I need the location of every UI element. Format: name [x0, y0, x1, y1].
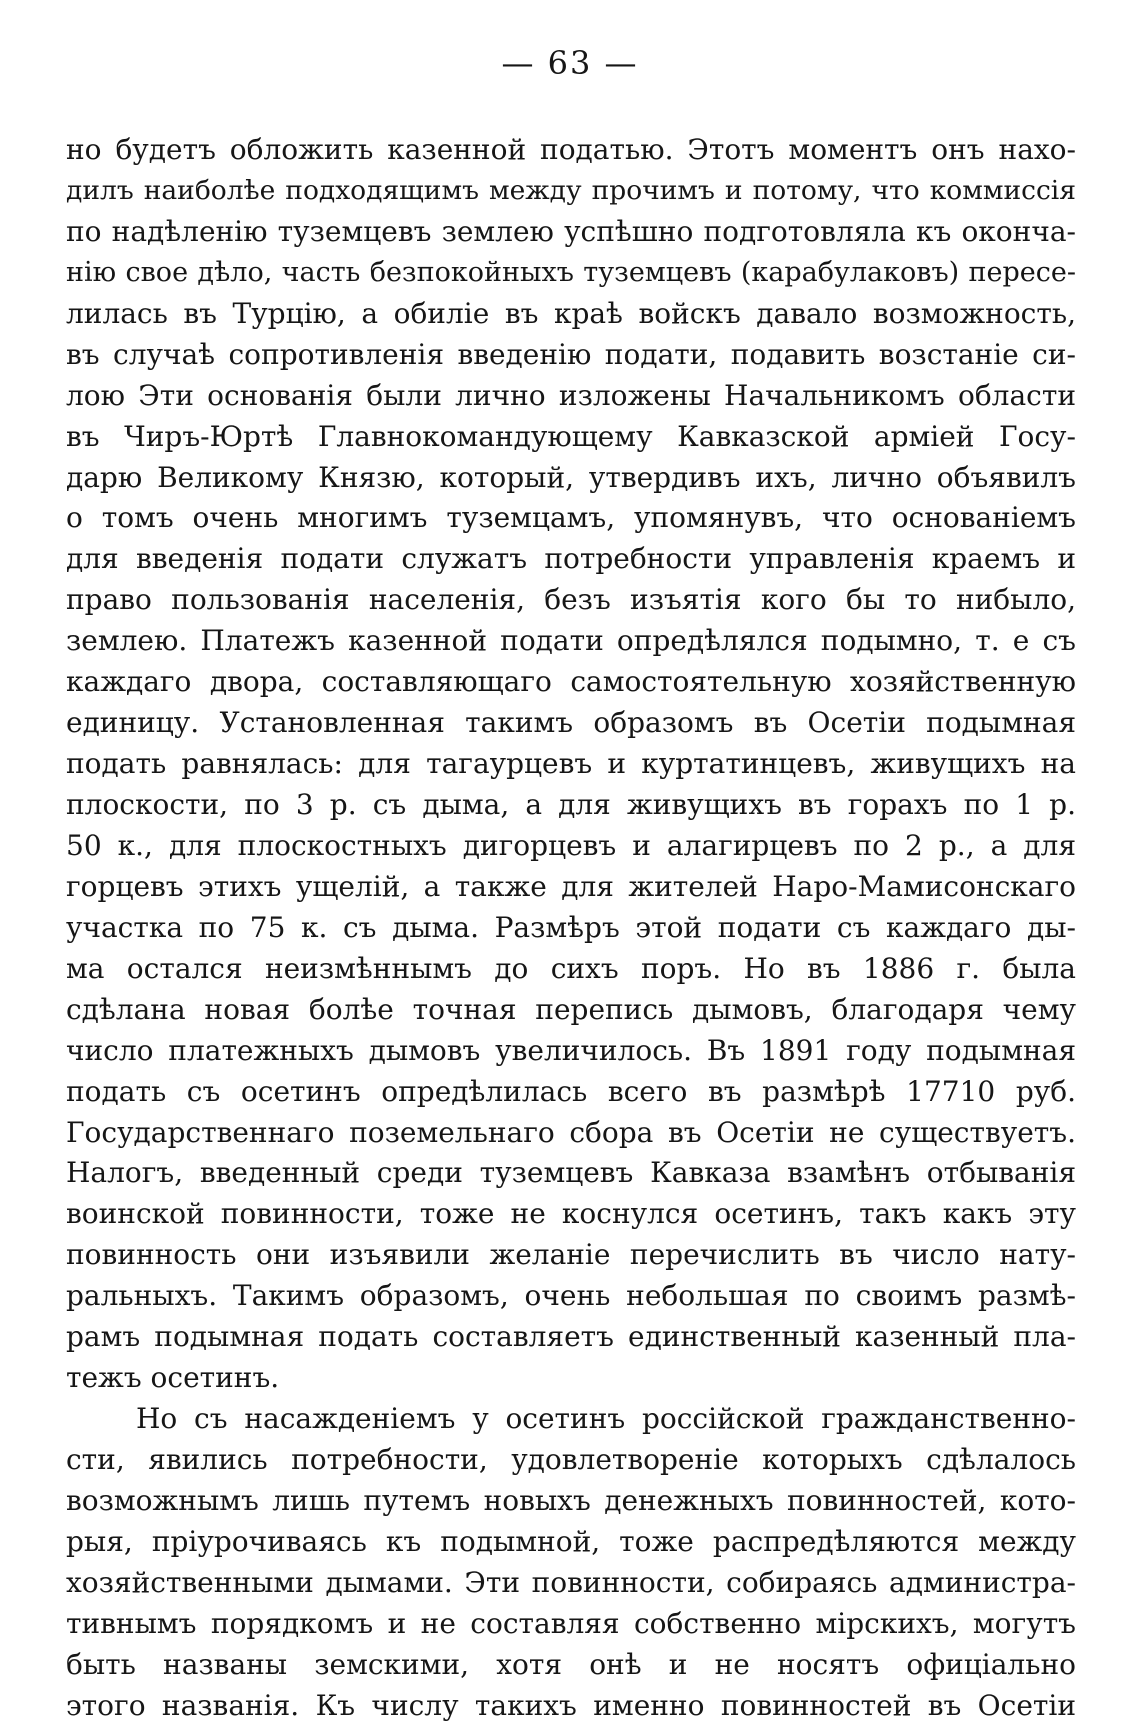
text-line: нію свое дѣло, часть безпокойныхъ туземцевъ (карабулаковъ) пересе-: [66, 256, 1076, 288]
text-line: въ случаѣ сопротивленія введенію подати, подавить возстаніе си-: [66, 337, 1076, 371]
text-line: лою Эти основанія были лично изложены Начальникомъ области: [66, 378, 1076, 412]
text-line: 50 к., для плоскостныхъ дигорцевъ и алагирцевъ по 2 р., а для: [66, 828, 1076, 862]
text-line: тивнымъ порядкомъ и не составляя собственно мірскихъ, могутъ: [66, 1606, 1076, 1640]
text-line: единицу. Установленная такимъ образомъ въ Осетіи подымная: [66, 706, 1076, 740]
text-line: плоскости, по 3 р. съ дыма, а для живущихъ въ горахъ по 1 р.: [66, 788, 1076, 821]
text-line: землею. Платежъ казенной подати опредѣлялся подымно, т. е съ: [66, 624, 1076, 658]
text-line: подать съ осетинъ опредѣлилась всего въ размѣрѣ 17710 руб.: [66, 1074, 1076, 1108]
text-line: рамъ подымная подать составляетъ единственный казенный пла-: [66, 1320, 1076, 1354]
text-line: но будетъ обложить казенной податью. Этотъ моментъ онъ нахо-: [66, 133, 1076, 166]
text-line: каждаго двора, составляющаго самостоятельную хозяйственную: [66, 665, 1076, 699]
text-line: сдѣлана новая болѣе точная перепись дымовъ, благодаря чему: [66, 992, 1076, 1026]
paragraph-2: [66, 1399, 1076, 1727]
text-line: въ Чиръ-Юртѣ Главнокомандующему Кавказской арміей Госу-: [66, 419, 1076, 453]
text-line: возможнымъ лишь путемъ новыхъ денежныхъ повинностей, кото-: [66, 1483, 1076, 1517]
text-line: рыя, пріурочиваясь къ подымной, тоже распредѣляются между: [66, 1524, 1076, 1558]
text-line: Государственнаго поземельнаго сбора въ Осетіи не существуетъ.: [66, 1115, 1076, 1149]
text-line: подать равнялась: для тагаурцевъ и куртатинцевъ, живущихъ на: [66, 747, 1076, 781]
text-line: участка по 75 к. съ дыма. Размѣръ этой подати съ каждаго ды-: [66, 910, 1076, 944]
text-line: Налогъ, введенный среди туземцевъ Кавказа взамѣнъ отбыванія: [66, 1156, 1076, 1190]
text-line: право пользованія населенія, безъ изъятія кого бы то нибыло,: [66, 583, 1076, 617]
text-line: воинской повинности, тоже не коснулся осетинъ, такъ какъ эту: [66, 1197, 1076, 1231]
text-line: число платежныхъ дымовъ увеличилось. Въ 1891 году подымная: [66, 1033, 1076, 1067]
text-line: сти, явились потребности, удовлетвореніе которыхъ сдѣлалось: [66, 1443, 1076, 1476]
text-line: для введенія подати служатъ потребности управленія краемъ и: [66, 542, 1076, 576]
text-line: дилъ наиболѣе подходящимъ между прочимъ и потому, что коммиссія: [66, 174, 1076, 206]
page-number: — 63 —: [501, 44, 639, 82]
page-body: [66, 130, 1076, 1727]
paragraph-1: [66, 130, 1076, 1399]
text-line: горцевъ этихъ ущелій, а также для жителей Наро-Мамисонскаго: [66, 869, 1076, 903]
text-line: лилась въ Турцію, а обиліе въ краѣ войскъ давало возможность,: [66, 296, 1076, 330]
text-line: по надѣленію туземцевъ землею успѣшно подготовляла къ оконча-: [66, 214, 1076, 248]
text-line: быть названы земскими, хотя онѣ и не носятъ офиціально: [66, 1647, 1076, 1681]
text-line: ральныхъ. Такимъ образомъ, очень небольшая по своимъ размѣ-: [66, 1279, 1076, 1313]
text-line: ма остался неизмѣннымъ до сихъ поръ. Но въ 1886 г. была: [66, 951, 1076, 985]
text-line: тежъ осетинъ.: [66, 1361, 280, 1395]
text-line: дарю Великому Князю, который, утвердивъ ихъ, лично объявилъ: [66, 460, 1076, 494]
text-line: о томъ очень многимъ туземцамъ, упомянувъ, что основаніемъ: [66, 501, 1076, 535]
text-line: этого названія. Къ числу такихъ именно повинностей въ Осетіи: [66, 1688, 1076, 1722]
text-line: Но съ насажденіемъ у осетинъ россійской гражданственно-: [136, 1402, 1076, 1436]
text-line: хозяйственными дымами. Эти повинности, собираясь администра-: [66, 1565, 1076, 1599]
text-line: повинность они изъявили желаніе перечислить въ число нату-: [66, 1238, 1076, 1272]
